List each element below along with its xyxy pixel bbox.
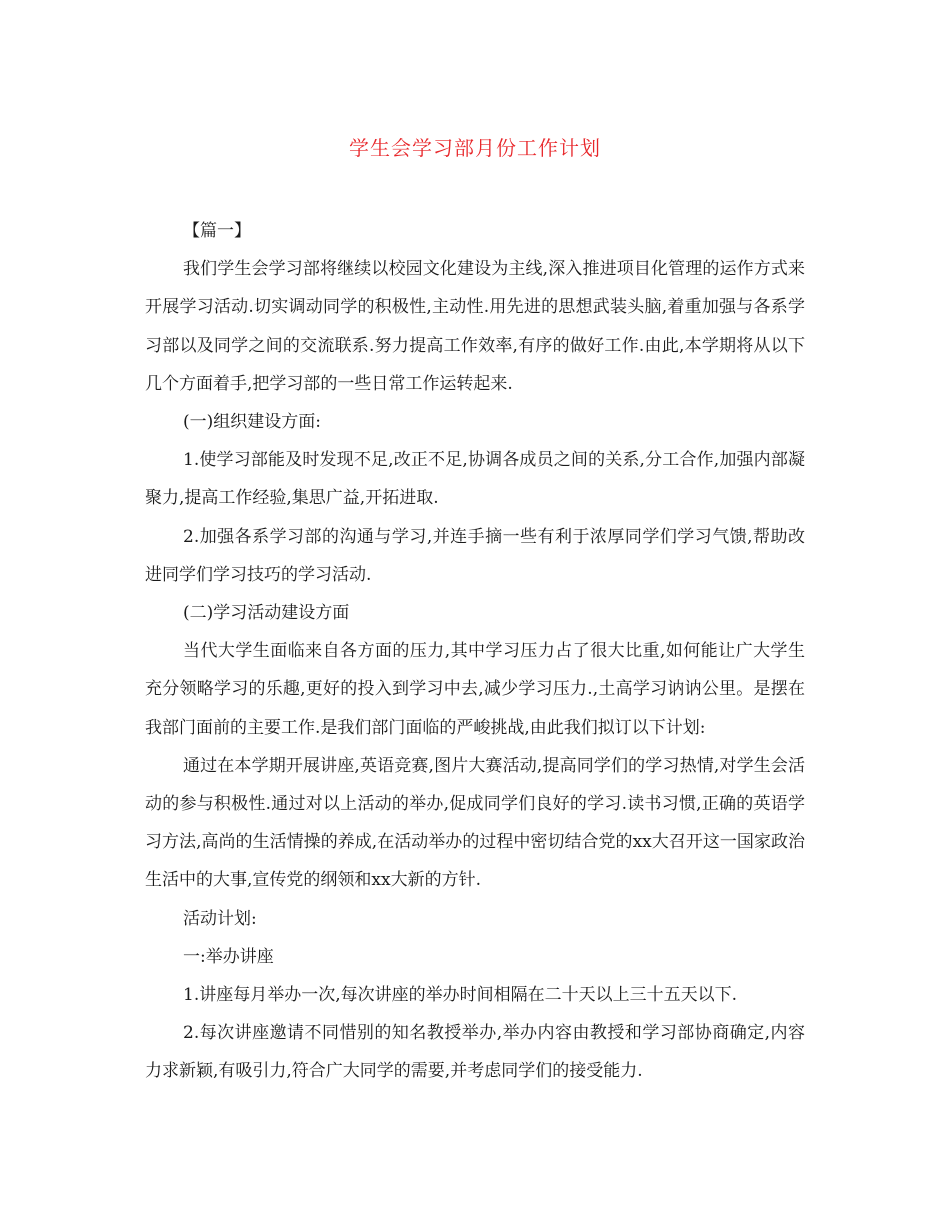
section-heading-part-one: 【篇一】	[183, 221, 251, 241]
activity-plan-label: 活动计划:	[183, 908, 257, 929]
list-item-1: 1.使学习部能及时发现不足,改正不足,协调各成员之间的关系,分工合作,加强内部凝聚力,提高工作经验,集思广益,开拓进取.	[145, 450, 805, 509]
subheading-study-activities: (二)学习活动建设方面	[183, 603, 350, 624]
document-title: 学生会学习部月份工作计划	[349, 136, 601, 160]
lecture-heading: 一:举办讲座	[183, 946, 274, 967]
lecture-item-1: 1.讲座每月举办一次,每次讲座的举办时间相隔在二十天以上三十五天以下.	[183, 985, 738, 1006]
list-item-2: 2.加强各系学习部的沟通与学习,并连手摘一些有利于浓厚同学们学习气馈,帮助改进同学们学习技巧的学习活动.	[145, 526, 805, 585]
subheading-organization: (一)组织建设方面:	[183, 412, 321, 433]
pressure-paragraph: 当代大学生面临来自各方面的压力,其中学习压力占了很大比重,如何能让广大学生充分领略学习的乐趣,更好的投入到学习中去,减少学习压力.,土高学习讷讷公里。是摆在我部门面前的主要工作.是我们部门面临的严峻挑战,由此我们拟订以下计划:	[145, 641, 805, 738]
intro-paragraph: 我们学生会学习部将继续以校园文化建设为主线,深入推进项目化管理的运作方式来开展学习活动.切实调动同学的积极性,主动性.用先进的思想武装头脑,着重加强与各系学习部以及同学之间的交流联系.努力提高工作效率,有序的做好工作.由此,本学期将从以下几个方面着手,把学习部的一些日常工作运转起来.	[145, 259, 805, 394]
document-body	[145, 212, 805, 1091]
activities-paragraph: 通过在本学期开展讲座,英语竞赛,图片大赛活动,提高同学们的学习热情,对学生会活动的参与积极性.通过对以上活动的举办,促成同学们良好的学习.读书习惯,正确的英语学习方法,高尚的生活情操的养成,在活动举办的过程中密切结合党的xx大召开这一国家政治生活中的大事,宣传党的纲领和xx大新的方针.	[145, 755, 805, 891]
lecture-item-2: 2.每次讲座邀请不同惜别的知名教授举办,举办内容由教授和学习部协商确定,内容力求新颖,有吸引力,符合广大同学的需要,并考虑同学们的接受能力.	[145, 1023, 805, 1082]
